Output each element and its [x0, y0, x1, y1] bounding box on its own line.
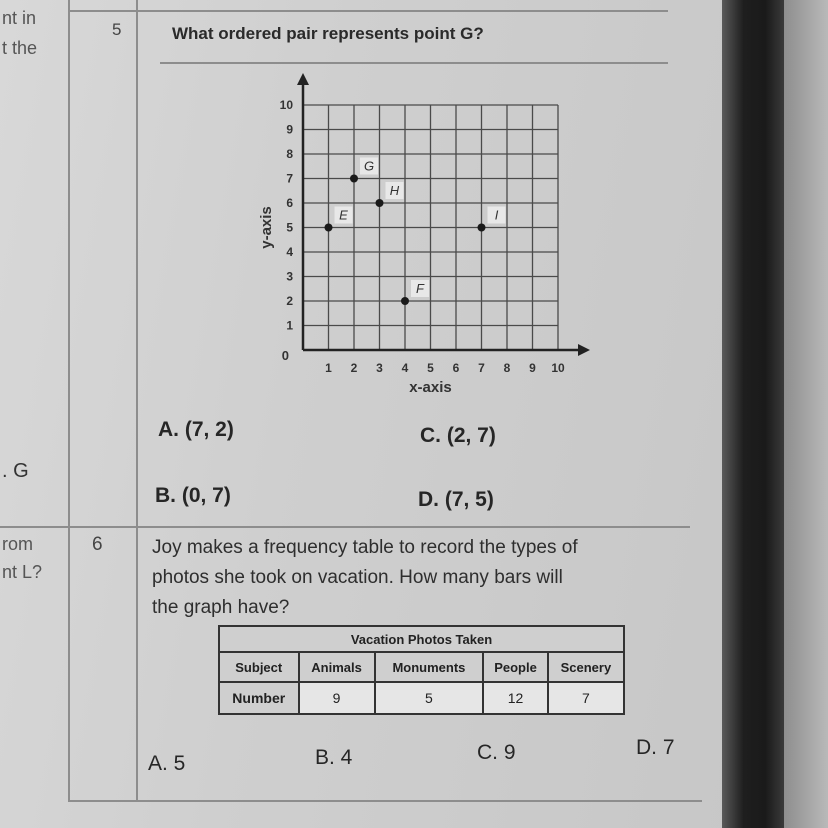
- table-value-cell: 5: [375, 682, 484, 714]
- margin-text-3: . G: [2, 460, 29, 482]
- point-label-g: G: [363, 158, 375, 174]
- point-label-e: E: [339, 207, 348, 223]
- x-tick-label: 5: [427, 361, 434, 375]
- y-tick-label: 5: [286, 220, 293, 235]
- point-g: [350, 175, 358, 183]
- column-divider-number: [136, 0, 138, 800]
- x-tick-label: 6: [452, 361, 460, 375]
- question-6-line-3: the graph have?: [152, 597, 290, 618]
- question-6-line-2: photos she took on vacation. How many bars will: [152, 567, 563, 588]
- question-5-text: What ordered pair represents point G?: [172, 24, 484, 43]
- origin-label: 0: [281, 348, 289, 363]
- x-axis-arrow: [578, 344, 590, 356]
- point-e: [325, 224, 333, 232]
- question-number-6: 6: [92, 534, 103, 555]
- x-tick-label: 1: [325, 361, 332, 375]
- row-divider-bottom: [68, 800, 702, 802]
- table-header-cell: Monuments: [375, 652, 484, 682]
- point-label-i: I: [494, 207, 499, 223]
- y-axis-arrow: [297, 73, 309, 85]
- q5-option-c[interactable]: C. (2, 7): [420, 424, 496, 447]
- table-row-label: Number: [219, 682, 299, 714]
- question-divider: [0, 526, 690, 528]
- x-tick-label: 9: [529, 361, 536, 375]
- x-tick-label: 3: [376, 361, 383, 375]
- x-tick-label: 4: [401, 361, 409, 375]
- row-divider-top: [68, 10, 668, 12]
- y-tick-label: 10: [279, 98, 293, 112]
- binder-edge: [722, 0, 784, 828]
- column-divider-left: [68, 0, 70, 800]
- y-tick-label: 3: [286, 269, 293, 284]
- point-label-f: F: [416, 281, 424, 296]
- coordinate-grid-chart: [245, 60, 605, 400]
- q6-option-a[interactable]: A. 5: [148, 752, 186, 775]
- table-title: Vacation Photos Taken: [219, 626, 624, 652]
- margin-text-5: nt L?: [2, 562, 43, 582]
- q6-option-b[interactable]: B. 4: [315, 746, 353, 769]
- y-tick-label: 6: [286, 196, 293, 210]
- point-h: [376, 199, 384, 207]
- margin-text-4: rom: [2, 534, 33, 554]
- q5-option-d[interactable]: D. (7, 5): [418, 488, 494, 511]
- table-header-cell: People: [483, 652, 548, 682]
- x-tick-label: 8: [503, 361, 511, 375]
- table-header-cell: Subject: [219, 652, 299, 682]
- question-6-line-1: Joy makes a frequency table to record the types of: [152, 537, 578, 558]
- y-tick-label: 9: [286, 122, 293, 137]
- y-tick-label: 8: [286, 147, 293, 161]
- question-number-5: 5: [112, 20, 122, 39]
- margin-text-2: t the: [2, 38, 38, 58]
- q6-option-c[interactable]: C. 9: [477, 741, 516, 764]
- y-tick-label: 1: [286, 318, 293, 333]
- y-axis-title: y-axis: [258, 206, 275, 249]
- table-header-cell: Scenery: [548, 652, 624, 682]
- q6-option-d[interactable]: D. 7: [636, 736, 675, 759]
- table-value-cell: 9: [299, 682, 375, 714]
- table-value-cell: 12: [483, 682, 548, 714]
- margin-text-1: nt in: [2, 8, 37, 28]
- frequency-table: [218, 625, 625, 715]
- x-tick-label: 7: [478, 361, 485, 375]
- q5-option-b[interactable]: B. (0, 7): [155, 484, 231, 507]
- y-tick-label: 7: [286, 171, 293, 186]
- x-tick-label: 2: [350, 361, 358, 375]
- x-axis-title: x-axis: [409, 379, 452, 396]
- background-surface: [784, 0, 828, 828]
- x-tick-label: 10: [551, 361, 565, 375]
- y-tick-label: 4: [286, 245, 293, 259]
- point-label-h: H: [389, 183, 400, 198]
- q5-option-a[interactable]: A. (7, 2): [158, 418, 234, 441]
- point-i: [478, 224, 486, 232]
- point-f: [401, 297, 409, 305]
- table-header-cell: Animals: [299, 652, 375, 682]
- y-tick-label: 2: [286, 294, 293, 308]
- table-value-cell: 7: [548, 682, 624, 714]
